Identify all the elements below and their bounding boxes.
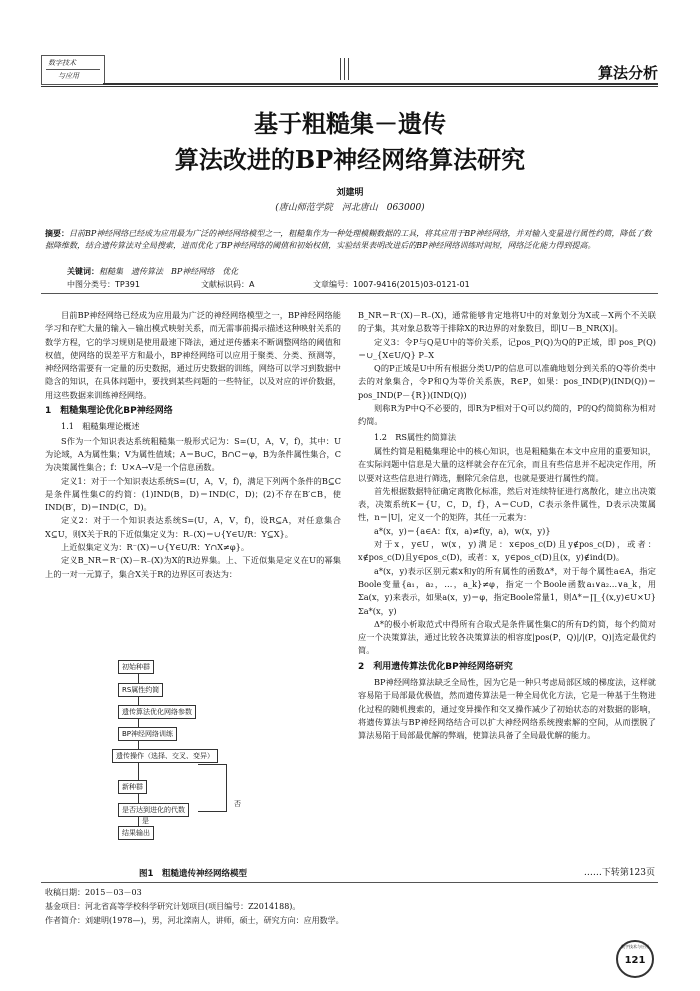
affiliation: (唐山师范学院 河北唐山 063000) [275,203,425,213]
abstract [45,227,657,252]
section-heading-1: 1 粗糙集理论优化BP神经网络 [45,406,173,417]
page-number: 121 [624,955,646,966]
header-bars [340,58,380,80]
flow-yes-label: 是 [142,817,149,825]
footer-separator [41,882,658,883]
flow-step: 遗传算法优化网络参数 [118,705,196,719]
abstract-separator [41,293,658,294]
keywords [67,266,238,277]
definition-3: 定义3：令P与Q是U中的等价关系，记pos_P(Q)为Q的P正域，即 pos_P(Q)＝∪_{X∈U/Q} P₋X [358,336,656,360]
journal-logo [41,55,105,85]
upper-approximation: 上近似集定义为：R⁻(X)＝∪{Y∈U/R：Y∩X≠φ}。 [61,542,250,553]
paper-title-line1: 基于粗糙集－遗传 [254,109,446,138]
paragraph: 对于x，y∈U，w(x，y)满足：x∈pos_c(D)且y∉pos_c(D)，或者：x∉pos_c(D)且y∈pos_c(D)，或者：x，y∈pos_c(D)且(x，y)∉ind(D)。 [358,539,656,563]
paragraph: S作为一个知识表达系统粗糙集一般形式记为：S=(U，A，V，f)，其中：U为论域，A为属性集；V为属性值域；A＝B∪C，B∩C＝φ，B为条件属性集合，C为决策属性集合；f：U×A→V是一个信息函数。 [45,435,341,473]
paper-title-line2: 算法改进的BP神经网络算法研究 [174,145,526,174]
author-bio: 作者简介：刘建明(1978—)，男，河北滦南人，讲师，硕士，研究方向：应用数学。 [45,916,344,925]
clc-number: 中图分类号：TP391 [67,280,140,289]
flow-step: 新种群 [118,780,147,794]
flow-step: BP神经网络训练 [118,727,177,741]
right-column [358,309,656,743]
keywords-label: 关键词： [67,266,99,276]
flow-step: 初始种群 [118,660,154,674]
formula: a*(x，y)＝{a∈A：f(x，a)≠f(y，a)，w(x，y)} [374,525,551,536]
journal-name-line2: 与应用 [58,72,79,80]
definition-1: 定义1：对于一个知识表达系统S=(U，A，V，f)，满足下列两个条件的B⊆C是条件属性集C的约简：(1)IND(B，D)＝IND(C，D)；(2)不存在B′⊂B，使IND(B′，D)＝IND(C，D)。 [45,475,341,513]
header-rule-thin [41,86,658,87]
definition-2: 定义2：对于一个知识表达系统S=(U，A，V，f)，设R⊆A，对任意集合X⊆U，则X关于R的下近似集定义为：R₋(X)＝∪{Y∈U/R：Y⊆X}。 [45,515,341,539]
journal-name-line1: 数字技术 [48,59,76,67]
relative-reduct: 则称R为P中Q不必要的，即R为P相对于Q可以约简的，P的Q约简简称为相对约简。 [358,403,656,427]
intro-paragraph: 目前BP神经网络已经成为应用最为广泛的神经网络模型之一，BP神经网络能学习和存贮大量的输入－输出模式映射关系，而无需事前揭示描述这种映射关系的数学方程，它的学习规则是使用最速下降法，通过逆传播来不断调整网络的阈值和权值，使网络的误差平方和最小，BP神经网络可以应用于聚类、分类、预测等，神经网络需要有一定量的历史数据，通过历史数据的训练，网络可以学习到数据中隐含的知识，在具体问题中，要找到某些问题的一些特征，以及对应的评价数据，用这些数据来训练神经网络。 [45,310,341,400]
section-title: 算法分析 [597,64,658,82]
abstract-text: 目前BP神经网络已经成为应用最为广泛的神经网络模型之一，粗糙集作为一种处理模糊数据的工具，将其应用于BP神经网络，并对输入变量进行属性约简，降低了数据降维数，结合遗传算法对全局搜索，进而优化了BP神经网络的阈值和初始权值，实验结果表明改进后的BP神经网络训练时间短，网络泛化能力得到提高。 [45,229,652,250]
flow-step: RS属性约简 [118,683,163,697]
subsection-heading-1-2: 1.2 RS属性约简算法 [374,431,457,442]
flow-step: 结果输出 [118,826,154,840]
paragraph: BP神经网络算法缺乏全局性，因为它是一种只考虑局部区域的梯度法，这样就容易陷于局部最优极值，然而遗传算法是一种全局优化方法，它是一种基于生物进化过程的随机搜索的，通过变异操作和交叉操作减少了初始状态的对数据的影响，将遗传算法与BP神经网络结合可以扩大神经网络系统搜索解的空间，从而摆脱了算法易陷于局部最优解的弊端，使算法具备了全局最优解的能力。 [358,677,656,741]
paragraph: Δ*的极小析取范式中得所有合取式是条件属性集C的所有D约简，每个约简对应一个决策算法，通过比较各决策算法的相容度|pos(P，Q)|/|(P，Q)|选定最优约简。 [358,618,656,656]
section-heading-2: 2 利用遗传算法优化BP神经网络研究 [358,661,513,672]
author: 刘建明 [336,188,364,198]
doc-code: 文献标识码：A [201,280,255,289]
positive-region: Q的P正域是U中所有根据分类U/P的信息可以准确地划分到关系的Q等价类中去的对象集合，令P和Q为等价关系族，R∈P，如果：pos_IND(P)(IND(Q))＝pos_IND(P－{R})(IND(Q)) [358,363,656,400]
page-number-badge [616,940,654,978]
article-number: 文章编号：1007-9416(2015)03-0121-01 [313,280,470,289]
flow-step: 是否达到进化的代数 [118,803,189,817]
paragraph: a*(x，y)表示区别元素x和y的所有属性的函数Δ*，对于每个属性a∈A，指定Boole变量{a₁，a₂，…，a_k}≠φ，指定一个Boole函数a₁∨a₂…∨a_k，用Σa(x，y)来表示，如果a(x，y)＝φ，指定Boole常量1，则Δ*＝∏_{(x,y)∈U×U} Σa*(x，y) [358,565,656,616]
badge-ring-text: 数字技术与应用 [621,944,649,949]
flow-step: 遗传操作（选择、交叉、变异） [112,749,218,763]
keywords-text: 粗糙集 遗传算法 BP神经网络 优化 [99,267,239,276]
header-rule [103,83,658,85]
flowchart [48,660,336,855]
continued-note: ……下转第123页 [583,868,655,878]
fund-info: 基金项目：河北省高等学校科学研究计划项目(项目编号：Z2014188)。 [45,902,301,911]
abstract-label: 摘要： [45,228,69,238]
boundary-definition: 定义B_NR＝R⁻(X)－R₋(X)为X的R边界集。上、下近似集是定义在U的幂集上的一对一元算子，集合X关于R的边界区可表达为： [45,555,341,579]
flow-no-label: 否 [234,800,241,808]
paragraph: 首先根据数据特征确定离散化标准，然后对连续特征进行离散化，建立出决策表，决策系统K＝{U，C，D，f}，A＝C∪D，C表示条件属性，D表示决策属性，n＝|U|，定义一个的矩阵，其任一元素为： [358,485,656,523]
subsection-heading-1-1: 1.1 粗糙集理论概述 [61,421,140,432]
boundary-paragraph: B_NR＝R⁻(X)－R₋(X)，通常能够肯定地将U中的对象划分为X或－X两个不关联的子集，其对象总数等于排除X的R边界的对象数目，即|U－B_NR(X)|。 [358,310,656,334]
left-column [45,309,341,581]
paragraph: 属性约简是粗糙集理论中的核心知识，也是粗糙集在本文中应用的重要知识，在实际问题中信息是大量的这样就会存在冗余，而且有些信息并不起决定作用，所以要对这些信息进行筛选，删除冗余信息，也就是要进行属性约简。 [358,445,656,483]
figure-caption: 图1 粗糙遗传神经网络模型 [139,869,247,879]
received-date: 收稿日期：2015－03－03 [45,888,142,897]
